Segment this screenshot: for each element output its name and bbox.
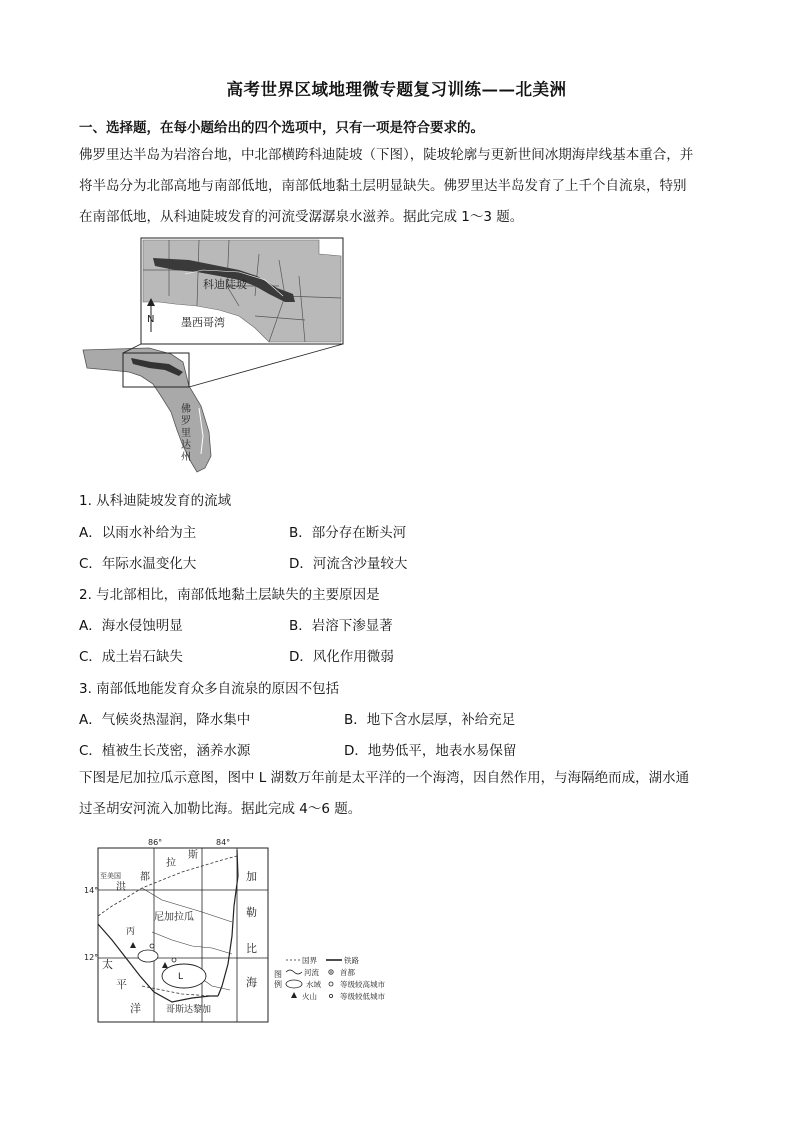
place-label: 尼加拉瓜 (154, 912, 194, 923)
state-label-char: 罗 (181, 416, 191, 427)
pacific-label-char: 太 (102, 958, 113, 971)
north-arrow-label: N (147, 314, 155, 325)
question-1-option-d[interactable]: D．河流含沙量较大 (289, 556, 408, 572)
escarpment-label: 科迪陡坡 (203, 278, 247, 291)
pacific-label-char: 平 (116, 978, 127, 991)
legend-item: 铁路 (344, 956, 359, 965)
legend-item: 国界 (302, 956, 317, 965)
question-1-stem: 1. 从科迪陡坡发育的流域 (79, 493, 232, 509)
question-2-stem: 2. 与北部相比，南部低地黏土层缺失的主要原因是 (79, 587, 380, 603)
latitude-label: 14° (84, 886, 99, 895)
legend-item: 首都 (340, 968, 355, 977)
map-legend (274, 955, 385, 1001)
caribbean-label-char: 加 (246, 870, 257, 883)
question-3-option-b[interactable]: B．地下含水层厚，补给充足 (344, 712, 516, 728)
passage-2-line: 过圣胡安河流入加勒比海。据此完成 4～6 题。 (79, 801, 362, 817)
state-label-char: 达 (181, 440, 191, 451)
state-label-char: 里 (181, 428, 191, 439)
pacific-label-char: 洋 (130, 1002, 141, 1015)
state-label-char: 佛 (181, 404, 191, 415)
question-2-option-d[interactable]: D．风化作用微弱 (289, 649, 394, 665)
question-3-option-d[interactable]: D．地势低平，地表水易保留 (344, 743, 517, 759)
nicaragua-map-figure (82, 836, 412, 1026)
state-label-char: 州 (181, 452, 191, 463)
longitude-label: 84° (216, 838, 231, 847)
caribbean-label-char: 海 (246, 976, 257, 989)
legend-title-char: 图 (274, 970, 282, 979)
passage-1-line: 将半岛分为北部高地与南部低地，南部低地黏土层明显缺失。佛罗里达半岛发育了上千个自流泉，特别 (79, 178, 687, 194)
legend-title-char: 例 (274, 980, 282, 989)
question-1-option-a[interactable]: A．以雨水补给为主 (79, 525, 197, 541)
longitude-label: 86° (148, 838, 163, 847)
florida-overview (83, 348, 211, 472)
legend-item: 河流 (304, 968, 319, 977)
question-2-option-c[interactable]: C．成土岩石缺失 (79, 649, 183, 665)
florida-state-label (181, 402, 191, 463)
legend-item: 等级较低城市 (340, 992, 385, 1001)
question-1-option-c[interactable]: C．年际水温变化大 (79, 556, 197, 572)
legend-item: 水域 (306, 980, 321, 989)
caribbean-label-char: 比 (246, 942, 257, 955)
passage-2 (79, 763, 719, 825)
place-label: 哥斯达黎加 (166, 1005, 212, 1015)
place-label: 至美国 (100, 872, 121, 880)
section-heading: 一、选择题，在每小题给出的四个选项中，只有一项是符合要求的。 (79, 120, 484, 136)
question-3-option-c[interactable]: C．植被生长茂密，涵养水源 (79, 743, 251, 759)
question-3-option-a[interactable]: A．气候炎热湿润，降水集中 (79, 712, 251, 728)
legend-item: 火山 (302, 992, 317, 1001)
honduras-label-char: 洪 (116, 882, 126, 893)
question-1-option-b[interactable]: B．部分存在断头河 (289, 525, 407, 541)
florida-inset (141, 238, 343, 344)
place-label: 丙 (126, 927, 136, 937)
honduras-label-char: 都 (140, 872, 150, 883)
passage-1 (79, 140, 719, 233)
honduras-label-char: 拉 (166, 858, 176, 869)
gulf-label: 墨西哥湾 (181, 316, 225, 329)
lake-label: L (178, 972, 184, 982)
legend-item: 等级较高城市 (340, 980, 385, 989)
question-2-option-b[interactable]: B．岩溶下渗显著 (289, 618, 393, 634)
question-2-option-a[interactable]: A．海水侵蚀明显 (79, 618, 183, 634)
passage-1-line: 佛罗里达半岛为岩溶台地，中北部横跨科迪陡坡（下图），陡坡轮廓与更新世间冰期海岸线基本重合，并 (79, 147, 694, 163)
passage-2-line: 下图是尼加拉瓜示意图，图中 L 湖数万年前是太平洋的一个海湾，因自然作用，与海隔绝而成，湖水通 (79, 770, 690, 786)
caribbean-label-char: 勒 (246, 906, 257, 919)
question-3-stem: 3. 南部低地能发育众多自流泉的原因不包括 (79, 681, 340, 697)
florida-map-figure (79, 236, 349, 476)
latitude-label: 12° (84, 953, 99, 962)
page-title: 高考世界区域地理微专题复习训练——北美洲 (226, 80, 567, 99)
passage-1-line: 在南部低地，从科迪陡坡发育的河流受潺潺泉水滋养。据此完成 1～3 题。 (79, 209, 524, 225)
honduras-label-char: 斯 (188, 850, 198, 861)
